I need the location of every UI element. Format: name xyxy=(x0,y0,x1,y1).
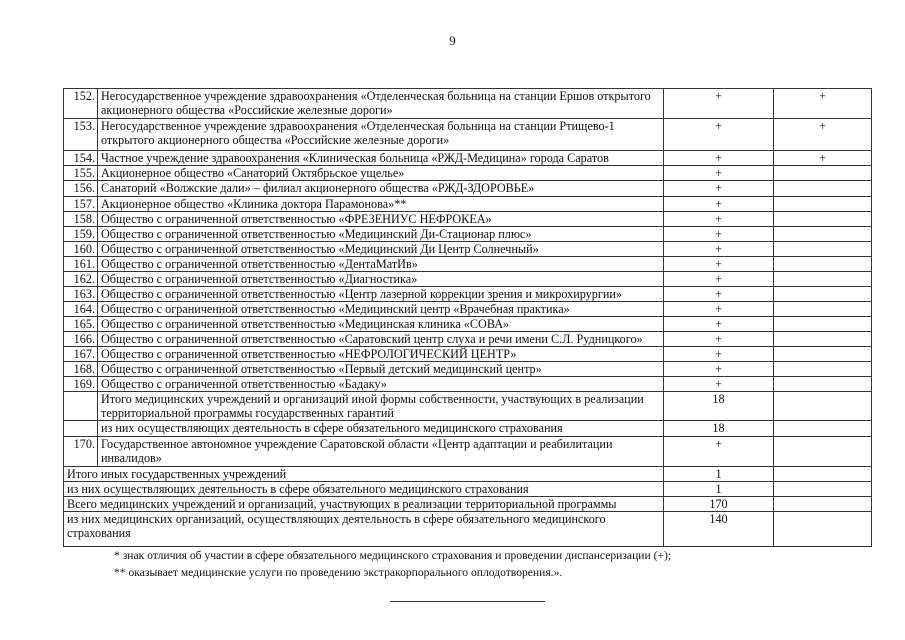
row-text: Негосударственное учреждение здравоохранения «Отделенческая больница на станции Ершов открытого акционерного общества «Российские железные дороги» xyxy=(98,89,664,119)
row-text: Общество с ограниченной ответственностью «Саратовский центр слуха и речи имени С.Л. Рудницкого» xyxy=(98,332,664,347)
row-text: Общество с ограниченной ответственностью «Бадаку» xyxy=(98,377,664,392)
table-row xyxy=(64,437,872,467)
oms-mark: 1 xyxy=(664,467,774,482)
row-text: Итого медицинских учреждений и организаций иной формы собственности, участвующих в реализации территориальной программы государственных гарантий xyxy=(98,392,664,421)
dispensary-mark xyxy=(774,497,872,512)
table-row xyxy=(64,362,872,377)
table-row xyxy=(64,272,872,287)
table-row xyxy=(64,242,872,257)
dispensary-mark xyxy=(774,332,872,347)
row-number: 157. xyxy=(64,197,98,212)
oms-mark: + xyxy=(664,242,774,257)
dispensary-mark xyxy=(774,512,872,547)
table-row xyxy=(64,166,872,181)
table-row xyxy=(64,119,872,151)
dispensary-mark xyxy=(774,302,872,317)
oms-mark: 18 xyxy=(664,421,774,437)
table-row xyxy=(64,302,872,317)
table-row xyxy=(64,467,872,482)
row-text: Общество с ограниченной ответственностью «ДентаМатИв» xyxy=(98,257,664,272)
oms-mark: + xyxy=(664,332,774,347)
oms-mark: 140 xyxy=(664,512,774,547)
oms-mark: + xyxy=(664,212,774,227)
dispensary-mark xyxy=(774,242,872,257)
dispensary-mark: + xyxy=(774,151,872,166)
row-text: Общество с ограниченной ответственностью «Медицинский Ди Центр Солнечный» xyxy=(98,242,664,257)
table-row xyxy=(64,482,872,497)
row-number: 168. xyxy=(64,362,98,377)
table-row xyxy=(64,287,872,302)
oms-mark: 170 xyxy=(664,497,774,512)
row-text: Акционерное общество «Санаторий Октябрьское ущелье» xyxy=(98,166,664,181)
table-row xyxy=(64,421,872,437)
oms-mark: + xyxy=(664,302,774,317)
row-number: 163. xyxy=(64,287,98,302)
dispensary-mark xyxy=(774,212,872,227)
oms-mark: + xyxy=(664,317,774,332)
row-number: 158. xyxy=(64,212,98,227)
oms-mark: + xyxy=(664,181,774,197)
dispensary-mark xyxy=(774,197,872,212)
table-row xyxy=(64,151,872,166)
oms-mark: + xyxy=(664,362,774,377)
oms-mark: + xyxy=(664,227,774,242)
dispensary-mark xyxy=(774,166,872,181)
row-text: Государственное автономное учреждение Саратовской области «Центр адаптации и реабилитации инвалидов» xyxy=(98,437,664,467)
dispensary-mark xyxy=(774,181,872,197)
row-number: 161. xyxy=(64,257,98,272)
table-row xyxy=(64,89,872,119)
row-text: из них медицинских организаций, осуществляющих деятельность в сфере обязательного медицинского страхования xyxy=(64,512,664,547)
table-row xyxy=(64,392,872,421)
row-number: 153. xyxy=(64,119,98,151)
dispensary-mark xyxy=(774,317,872,332)
dispensary-mark xyxy=(774,377,872,392)
row-text: Общество с ограниченной ответственностью «Центр лазерной коррекции зрения и микрохирургии» xyxy=(98,287,664,302)
row-text: Общество с ограниченной ответственностью «НЕФРОЛОГИЧЕСКИЙ ЦЕНТР» xyxy=(98,347,664,362)
dispensary-mark xyxy=(774,467,872,482)
table-row xyxy=(64,181,872,197)
dispensary-mark xyxy=(774,437,872,467)
row-number: 167. xyxy=(64,347,98,362)
oms-mark: + xyxy=(664,119,774,151)
oms-mark: 1 xyxy=(664,482,774,497)
oms-mark: + xyxy=(664,151,774,166)
dispensary-mark xyxy=(774,272,872,287)
row-number: 160. xyxy=(64,242,98,257)
row-text: Акционерное общество «Клиника доктора Парамонова»** xyxy=(98,197,664,212)
row-text: Общество с ограниченной ответственностью «Медицинская клиника «СОВА» xyxy=(98,317,664,332)
row-number: 169. xyxy=(64,377,98,392)
dispensary-mark xyxy=(774,287,872,302)
row-text: Общество с ограниченной ответственностью «Медицинский Ди-Стационар плюс» xyxy=(98,227,664,242)
row-text: Общество с ограниченной ответственностью «Первый детский медицинский центр» xyxy=(98,362,664,377)
row-number: 155. xyxy=(64,166,98,181)
dispensary-mark: + xyxy=(774,89,872,119)
row-number xyxy=(64,421,98,437)
oms-mark: + xyxy=(664,272,774,287)
table-row xyxy=(64,497,872,512)
oms-mark: + xyxy=(664,437,774,467)
row-text: из них осуществляющих деятельность в сфере обязательного медицинского страхования xyxy=(98,421,664,437)
oms-mark: + xyxy=(664,347,774,362)
oms-mark: + xyxy=(664,257,774,272)
row-text: Всего медицинских учреждений и организаций, участвующих в реализации территориальной программы xyxy=(64,497,664,512)
dispensary-mark xyxy=(774,347,872,362)
oms-mark: + xyxy=(664,197,774,212)
oms-mark: + xyxy=(664,89,774,119)
row-number: 159. xyxy=(64,227,98,242)
table-row xyxy=(64,257,872,272)
dispensary-mark xyxy=(774,257,872,272)
table-row xyxy=(64,317,872,332)
dispensary-mark xyxy=(774,482,872,497)
oms-mark: 18 xyxy=(664,392,774,421)
dispensary-mark xyxy=(774,362,872,377)
row-number: 162. xyxy=(64,272,98,287)
row-number: 170. xyxy=(64,437,98,467)
row-number: 165. xyxy=(64,317,98,332)
table-row xyxy=(64,377,872,392)
row-number: 154. xyxy=(64,151,98,166)
footnote-eco: ** оказывает медицинские услуги по проведению экстракорпорального оплодотворения.». xyxy=(114,566,563,579)
dispensary-mark xyxy=(774,421,872,437)
table-row xyxy=(64,347,872,362)
oms-mark: + xyxy=(664,287,774,302)
footnote-oms: * знак отличия об участии в сфере обязательного медицинского страхования и проведении диспансеризации (+); xyxy=(114,549,672,562)
oms-mark: + xyxy=(664,377,774,392)
row-text: Общество с ограниченной ответственностью «Медицинский центр «Врачебная практика» xyxy=(98,302,664,317)
row-text: Общество с ограниченной ответственностью «Диагностика» xyxy=(98,272,664,287)
row-number: 156. xyxy=(64,181,98,197)
page-number: 9 xyxy=(449,33,456,48)
oms-mark: + xyxy=(664,166,774,181)
row-text: Негосударственное учреждение здравоохранения «Отделенческая больница на станции Ртищево-1 открытого акционерного общества «Российские железные дороги» xyxy=(98,119,664,151)
row-number: 164. xyxy=(64,302,98,317)
table-row xyxy=(64,212,872,227)
row-text: Частное учреждение здравоохранения «Клиническая больница «РЖД-Медицина» города Саратов xyxy=(98,151,664,166)
table-row xyxy=(64,332,872,347)
dispensary-mark: + xyxy=(774,119,872,151)
row-text: из них осуществляющих деятельность в сфере обязательного медицинского страхования xyxy=(64,482,664,497)
table-row xyxy=(64,197,872,212)
row-text: Общество с ограниченной ответственностью «ФРЕЗЕНИУС НЕФРОКЕА» xyxy=(98,212,664,227)
table-row xyxy=(64,227,872,242)
row-number: 152. xyxy=(64,89,98,119)
dispensary-mark xyxy=(774,392,872,421)
row-number: 166. xyxy=(64,332,98,347)
end-rule xyxy=(390,601,545,602)
row-text: Санаторий «Волжские дали» – филиал акционерного общества «РЖД-ЗДОРОВЬЕ» xyxy=(98,181,664,197)
dispensary-mark xyxy=(774,227,872,242)
row-number xyxy=(64,392,98,421)
table-row xyxy=(64,512,872,547)
organizations-table xyxy=(63,88,872,547)
row-text: Итого иных государственных учреждений xyxy=(64,467,664,482)
